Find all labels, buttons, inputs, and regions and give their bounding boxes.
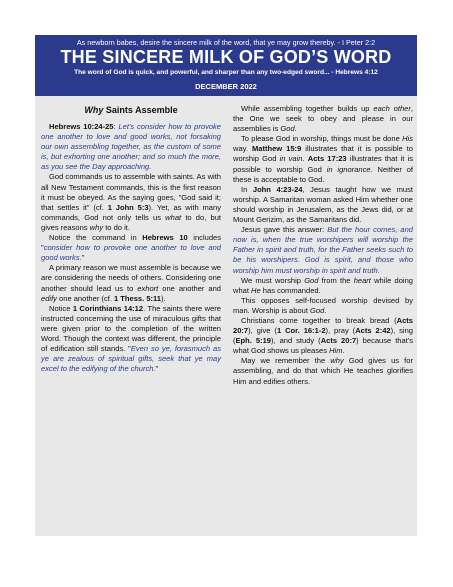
- paragraph: Christians come together to break bread (Acts 20:7), give (1 Cor. 16:1-2), pray (Acts 2:42), sing (Eph. 5:19), and study (Acts 20:7) because that's what God shows us pleases Him.: [233, 315, 414, 356]
- paragraph: God commands us to assemble with saints. As with all New Testament commands, this is the first reason it must be obeyed. As the saying goes, "God said it; that settles it" (cf. 1 John 5:3). Yet, as with many commands, God not only tells us what to do, but gives reasons why to do it.: [41, 172, 221, 232]
- paragraph: Notice the command in Hebrews 10 includes "consider how to provoke one another to love and good works.": [41, 233, 221, 263]
- paragraph: This opposes self-focused worship devised by man. Worship is about God.: [233, 295, 413, 315]
- paragraph: While assembling together builds up each other, the One we seek to obey and please in our assemblies is God.: [233, 104, 413, 134]
- paragraph: Notice 1 Corinthians 14:12. The saints there were instructed concerning the use of miraculous gifts that were given prior to the completion of the written Word. Though the context was different, the principle of edification still stands. "Even so ye, forasmuch as ye are zealous of spiritual gifts, seek that ye may excel to the edifying of the church.": [41, 303, 221, 374]
- issue-date: DECEMBER 2022: [195, 82, 257, 91]
- paragraph: A primary reason we must assemble is because we are considering the needs of others. Considering one another should lead us to exhort one another and edify one another (cf. 1 Thess. 5:11).: [41, 263, 221, 303]
- left-column: [41, 104, 221, 374]
- paragraph: May we remember the why God gives us for assembling, and do that which He teaches glorifies Him and edifies others.: [233, 356, 413, 386]
- right-column: [233, 104, 413, 387]
- paragraph: We must worship God from the heart while doing what He has commanded.: [233, 275, 413, 295]
- paragraph: In John 4:23-24, Jesus taught how we must worship. A Samaritan woman asked Him whether one should worship in Jerusalem, as the Jews did, or at Mount Gerizim, as the Samaritans did.: [233, 184, 414, 225]
- article-body: [35, 96, 417, 536]
- article-heading: Why Saints Assemble: [84, 105, 178, 115]
- top-verse: As newborn babes, desire the sincere milk of the word, that ye may grow thereby. - I Peter 2:2: [76, 38, 376, 47]
- paragraph: To please God in worship, things must be done His way. Matthew 15:9 illustrates that it is possible to worship God in vain. Acts 17:23 illustrates that it is possible to worship God in ignorance. Neither of these is acceptable to God.: [233, 134, 414, 184]
- paragraph: Jesus gave this answer: But the hour comes, and now is, when the true worshipers will worship the Father in spirit and truth, for the Father seeks such to be his worshipers. God is spirit, and those who worship him must worship in spirit and truth.: [233, 225, 413, 275]
- sub-verse: The word of God is quick, and powerful, and sharper than any two-edged sword... - Hebrews 4:12: [74, 69, 378, 76]
- paragraph: Hebrews 10:24-25: Let's consider how to provoke one another to love and good works, not forsaking our own assembling together, as the custom of some is, but exhorting one another; and so much the more, as you see the Day approaching.: [41, 122, 222, 172]
- newsletter-title: THE SINCERE MILK OF GOD’S WORD: [60, 47, 392, 67]
